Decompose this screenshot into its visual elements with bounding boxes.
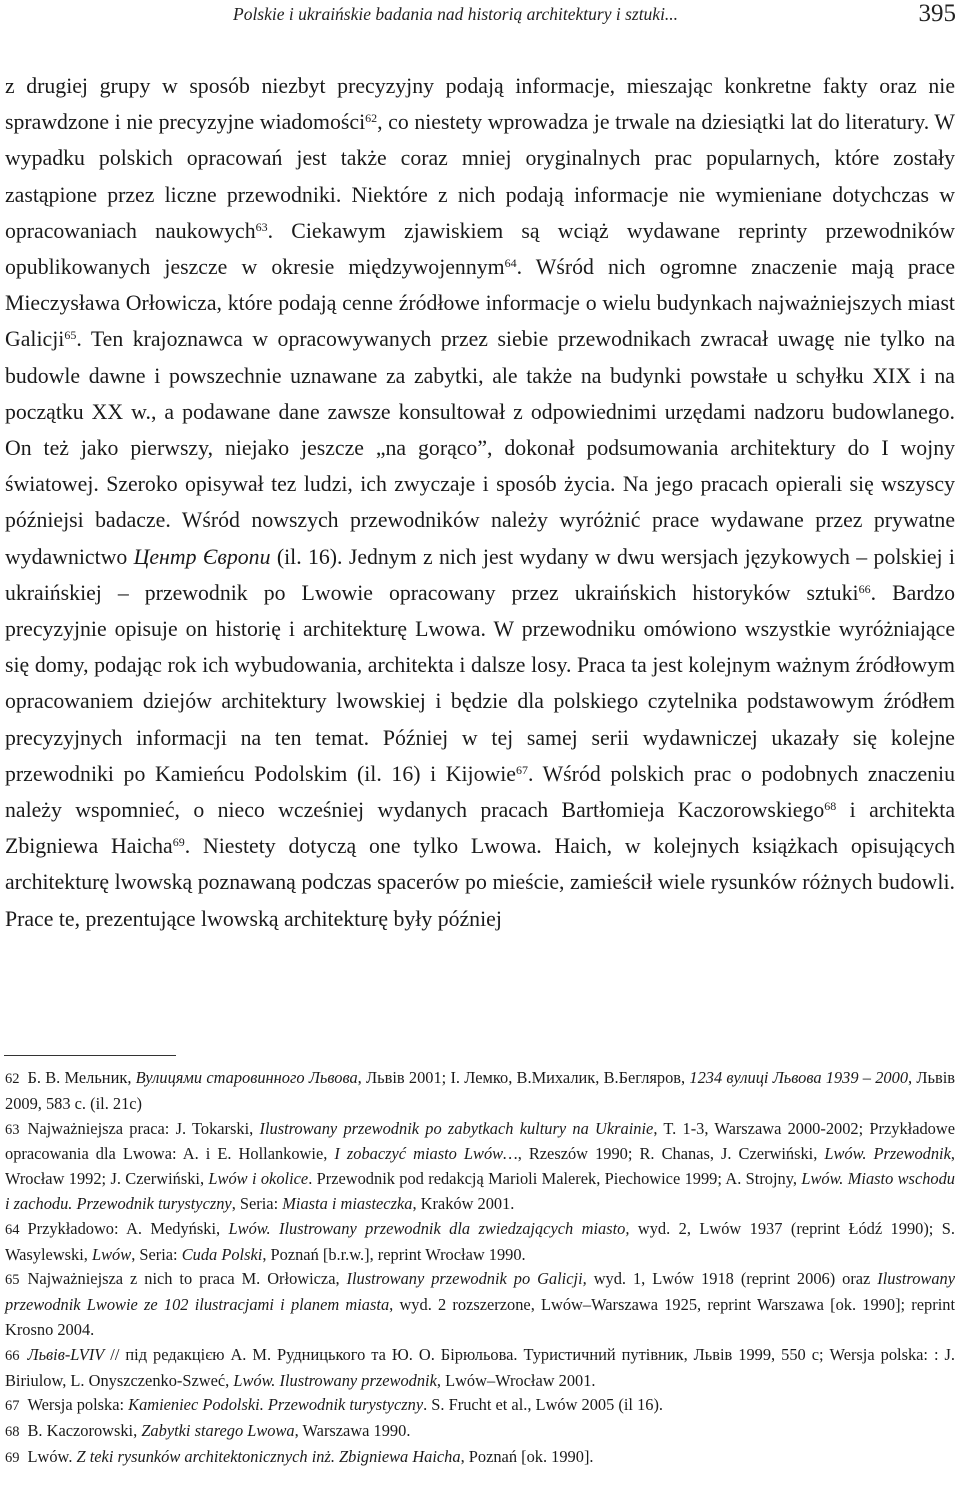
footnote-text: Najważniejsza praca: J. Tokarski, <box>27 1118 260 1138</box>
footnote-text: Przykładowo: A. Medyński, <box>27 1218 229 1238</box>
footnote-title: Lwów. Miasto wschodu i zachodu. Przewodnik turystyczny <box>5 1169 955 1213</box>
footnote-64 <box>5 1217 955 1268</box>
footnote-62 <box>5 1066 955 1117</box>
page-header <box>0 0 960 40</box>
footnote-text: , Seria: <box>131 1244 182 1264</box>
footnote-title: 1234 вулиці Львова 1939 – 2000 <box>689 1068 909 1087</box>
footnote-text: , Wrocław 1992; J. Czerwiński, <box>5 1144 955 1189</box>
footnote-ref-65[interactable]: 65 <box>64 328 77 343</box>
footnote-text: , Rzeszów 1990; R. Chanas, J. Czerwiński, <box>517 1144 825 1164</box>
text-segment: , co niestety wprowadza je trwale na dziesiątki lat do literatury. W wypadku polskich opracowań jest także coraz mniej oryginalnych prac popularnych, które zostały zastąpione przez liczne przewodniki. Niektóre z nich podają informacje nie wymieniane dotychczas w opracowaniach naukowych <box>5 110 955 243</box>
footnote-title: Lwów. Ilustrowany przewodnik dla zwiedzających miasto, <box>228 1218 630 1238</box>
footnote-number: 64 <box>5 1221 20 1238</box>
footnote-text: , Львів 2009, 583 с. (il. 21c) <box>5 1068 955 1113</box>
footnote-title: Ilustrowany przewodnik po Galicji, <box>346 1269 587 1289</box>
footnote-number: 69 <box>5 1449 20 1466</box>
text-segment: . Ten krajoznawca w opracowywanych przez siebie przewodnikach zwracał uwagę nie tylko na budowle dawne i powszechnie uznawane za zabytki, ale także na budynki powstałe u schyłku XIX i na początku XX w., a podawane dane zawsze konsultował z odpowiednimi urzędami nadzoru budowlanego. On też jako pierwszy, niejako jeszcze „na gorąco”, dokonał podsumowania architektury do I wojny światowej. Szeroko opisywał tez ludzi, ich zwyczaje i sposób życia. Na jego pracach opierali się wszyscy późniejsi badacze. Wśród nowszych przewodników należy wyróżnić prace wydawane przez prywatne wydawnictwo <box>5 327 955 569</box>
text-segment: (il. 16). Jednym z nich jest wydany w dwu wersjach językowych – polskiej i ukraińskiej – przewodnik po Lwowie opracowany przez ukraińskich historyków sztuki <box>5 544 955 605</box>
footnote-text: // під редакцією А. М. Рудницького та Ю. О. Бірюльова. Туристичний путівник, Львів 1999, 550 с; Wersja polska: : J. Biriulow, L. Onyszczenko-Szweć, <box>5 1344 955 1390</box>
text-segment: z drugiej grupy w sposób niezbyt precyzyjny podają informacje, mieszając konkretne fakty oraz nie sprawdzone i nie precyzyjne wiadomości <box>5 74 955 135</box>
footnote-text: , Lwów–Wrocław 2001. <box>436 1370 596 1390</box>
footnote-text: wyd. 1, Lwów 1918 (reprint 2006) oraz <box>586 1269 878 1289</box>
footnote-text: , Kraków 2001. <box>412 1193 515 1213</box>
footnote-number: 65 <box>5 1272 20 1289</box>
footnote-text: , Seria: <box>231 1193 283 1213</box>
footnote-text: Najważniejsza z nich to praca M. Orłowicza, <box>27 1269 347 1289</box>
footnote-ref-64[interactable]: 64 <box>504 256 517 271</box>
footnote-67 <box>5 1393 955 1419</box>
publisher-name: Центр Європи <box>133 544 271 569</box>
footnote-ref-63[interactable]: 63 <box>255 219 268 234</box>
footnote-ref-67[interactable]: 67 <box>515 762 528 777</box>
footnote-text: B. Kaczorowski, <box>27 1421 142 1441</box>
footnote-title: I zobaczyć miasto Lwów… <box>334 1144 518 1164</box>
footnote-66 <box>5 1343 955 1394</box>
footnote-title: Miasta i miasteczka <box>282 1193 413 1213</box>
footnote-title: Ilustrowany przewodnik Lwowie ze 102 ilustracjami i planem miasta <box>5 1269 955 1315</box>
body-paragraph <box>5 68 955 937</box>
footnote-69 <box>5 1445 955 1471</box>
footnote-63 <box>5 1117 955 1217</box>
text-segment: . Ciekawym zjawiskiem są wciąż wydawane reprinty przewodników opublikowanych jeszcze w okresie międzywojennym <box>5 218 955 280</box>
footnote-title: Вулицями старовинного Львова <box>135 1068 358 1087</box>
footnote-divider <box>4 1055 176 1056</box>
footnote-number: 67 <box>5 1398 20 1415</box>
footnote-number: 62 <box>5 1071 20 1087</box>
footnote-text: , Poznań [ok. 1990]. <box>460 1446 594 1466</box>
footnote-number: 66 <box>5 1347 20 1364</box>
footnote-number: 68 <box>5 1424 20 1441</box>
footnote-text: , Poznań [b.r.w.], reprint Wrocław 1990. <box>262 1244 526 1264</box>
footnote-title: Ilustrowany przewodnik po zabytkach kultury na Ukrainie <box>259 1118 654 1138</box>
footnote-ref-69[interactable]: 69 <box>172 835 185 850</box>
footnote-text: Lwów. <box>27 1446 77 1466</box>
footnote-number: 63 <box>5 1121 20 1138</box>
footnote-65 <box>5 1267 955 1342</box>
running-title: Polskie i ukraińskie badania nad historią architektury i sztuki... <box>233 4 679 24</box>
text-segment: . Niestety dotyczą one tylko Lwowa. Haich, w kolejnych książkach opisujących architekturę lwowską poznawaną podczas spacerów po mieście, zamieścił wiele rysunków różnych budowli. Prace te, prezentujące lwowską architekturę były później <box>5 834 955 931</box>
footnote-title: Lwów. Przewodnik <box>824 1144 951 1164</box>
main-text <box>5 68 955 937</box>
footnote-ref-68[interactable]: 68 <box>824 799 837 814</box>
text-segment: i architekta Zbigniewa Haicha <box>5 798 955 859</box>
footnote-title: Lwów i okolice <box>208 1169 309 1189</box>
text-segment: . Bardzo precyzyjnie opisuje on historię i architekturę Lwowa. W przewodniku omówiono wszystkie wyróżniające się domy, podając rok ich wybudowania, architekta i dalsze losy. Praca ta jest kolejnym ważnym źródłowym opracowaniem dziejów architektury lwowskiej i będzie dla polskiego czytelnika podstawowym źródłem precyzyjnych informacji na ten temat. Później w tej samej serii wydawniczej ukazały się kolejne przewodniki po Kamieńcu Podolskim (il. 16) i Kijowie <box>5 580 956 786</box>
footnote-ref-66[interactable]: 66 <box>858 581 871 596</box>
footnote-title: Львів-LVIV <box>27 1344 105 1364</box>
footnotes-section <box>5 1066 955 1471</box>
footnote-text: wyd. 2, Lwów 1937 (reprint Łódź 1990); S. Wasylewski, <box>5 1218 955 1264</box>
footnote-title: Lwów <box>92 1244 132 1264</box>
footnote-title: Cuda Polski <box>181 1244 263 1264</box>
footnote-ref-62[interactable]: 62 <box>365 111 378 126</box>
footnote-title: Z teki rysunków architektonicznych inż. Zbigniewa Haicha <box>76 1446 461 1466</box>
text-segment: . Wśród nich ogromne znaczenie mają prace Mieczysława Orłowicza, które podają cenne źródłowe informacje o wielu budynkach najważniejszych miast Galicji <box>5 255 955 352</box>
footnote-text: , Warszawa 1990. <box>294 1421 411 1441</box>
footnote-text: . Przewodnik pod redakcją Marioli Malerek, Piechowice 1999; A. Strojny, <box>308 1169 802 1189</box>
footnote-text: Б. В. Мельник, <box>27 1068 136 1087</box>
footnote-title: Zabytki starego Lwowa <box>141 1421 295 1441</box>
page-number: 395 <box>918 0 956 27</box>
footnote-text: . S. Frucht et al., Lwów 2005 (il 16). <box>423 1395 664 1415</box>
footnote-text: , T. 1-3, Warszawa 2000-2002; Przykładowe opracowania dla Lwowa: A. i E. Hollankowie, <box>5 1118 955 1164</box>
footnote-title: Kamieniec Podolski. Przewodnik turystyczny <box>128 1395 424 1415</box>
footnote-text: , wyd. 2 rozszerzone, Lwów–Warszawa 1925, reprint Warszawa [ok. 1990]; reprint Krosno 2004. <box>5 1295 955 1339</box>
footnote-text: Wersja polska: <box>27 1395 129 1415</box>
footnote-68 <box>5 1419 955 1445</box>
text-segment: . Wśród polskich prac o podobnych znaczeniu należy wspomnieć, o nieco wcześniej wydanych pracach Bartłomieja Kaczorowskiego <box>5 761 955 823</box>
footnote-text: , Львів 2001; І. Лемко, В.Михалик, В.Бегляров, <box>357 1068 690 1087</box>
footnote-title: Lwów. Ilustrowany przewodnik <box>233 1370 437 1390</box>
